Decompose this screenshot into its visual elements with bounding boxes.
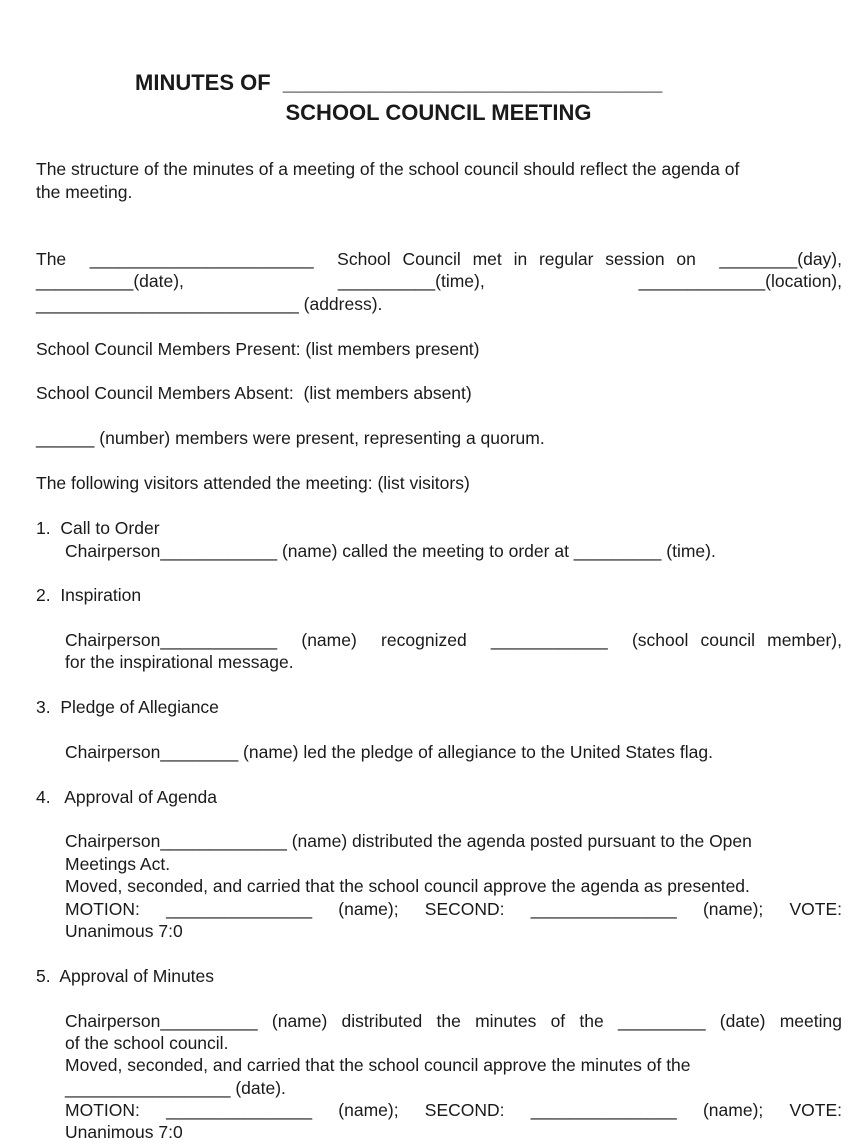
intro-text-line-1: The structure of the minutes of a meeting of the school council should reflect the agenda of [36, 159, 740, 179]
document-title-line-1: MINUTES OF _______________________________ [135, 70, 663, 95]
section-4-line-2: Meetings Act. [65, 854, 171, 874]
section-5-line-1: Chairperson__________ (name) distributed the minutes of the _________ (date) meeting [65, 1011, 842, 1031]
section-5-line-3: Moved, seconded, and carried that the school council approve the minutes of the [65, 1055, 691, 1075]
document-title-line-2: SCHOOL COUNCIL MEETING [285, 100, 592, 125]
section-2-line-2: for the inspirational message. [65, 652, 294, 672]
section-2-line-1: Chairperson____________ (name) recognized ____________ (school council member), [65, 630, 842, 650]
quorum-line: ______ (number) members were present, representing a quorum. [36, 428, 545, 448]
section-5-motion-line: MOTION: _______________ (name); SECOND: _______________ (name); VOTE: [65, 1100, 842, 1120]
section-5-line-4: _________________ (date). [65, 1078, 286, 1098]
section-1-heading: 1. Call to Order [36, 518, 160, 538]
section-4-motion-line: MOTION: _______________ (name); SECOND: _______________ (name); VOTE: [65, 899, 842, 919]
section-4-vote-line: Unanimous 7:0 [65, 921, 183, 941]
session-line-1: The _______________________ School Council met in regular session on ________(day), [36, 249, 842, 269]
section-5-heading: 5. Approval of Minutes [36, 966, 215, 986]
section-2-heading: 2. Inspiration [36, 585, 142, 605]
section-4-line-3: Moved, seconded, and carried that the school council approve the agenda as presented. [65, 876, 750, 896]
session-line-3: ___________________________ (address). [36, 294, 383, 314]
section-5-line-2: of the school council. [65, 1033, 229, 1053]
members-present: School Council Members Present: (list members present) [36, 339, 480, 359]
intro-text-line-2: the meeting. [36, 182, 133, 202]
visitors-line: The following visitors attended the meeting: (list visitors) [36, 473, 470, 493]
members-absent: School Council Members Absent: (list members absent) [36, 383, 472, 403]
session-line-2: __________(date), __________(time), _____________(location), [36, 271, 842, 291]
section-1-line-1: Chairperson____________ (name) called the meeting to order at _________ (time). [65, 541, 716, 561]
section-5-vote-line: Unanimous 7:0 [65, 1122, 183, 1142]
section-3-line-1: Chairperson________ (name) led the pledge of allegiance to the United States flag. [65, 742, 713, 762]
section-3-heading: 3. Pledge of Allegiance [36, 697, 219, 717]
section-4-line-1: Chairperson_____________ (name) distributed the agenda posted pursuant to the Open [65, 831, 752, 851]
section-4-heading: 4. Approval of Agenda [36, 787, 217, 807]
